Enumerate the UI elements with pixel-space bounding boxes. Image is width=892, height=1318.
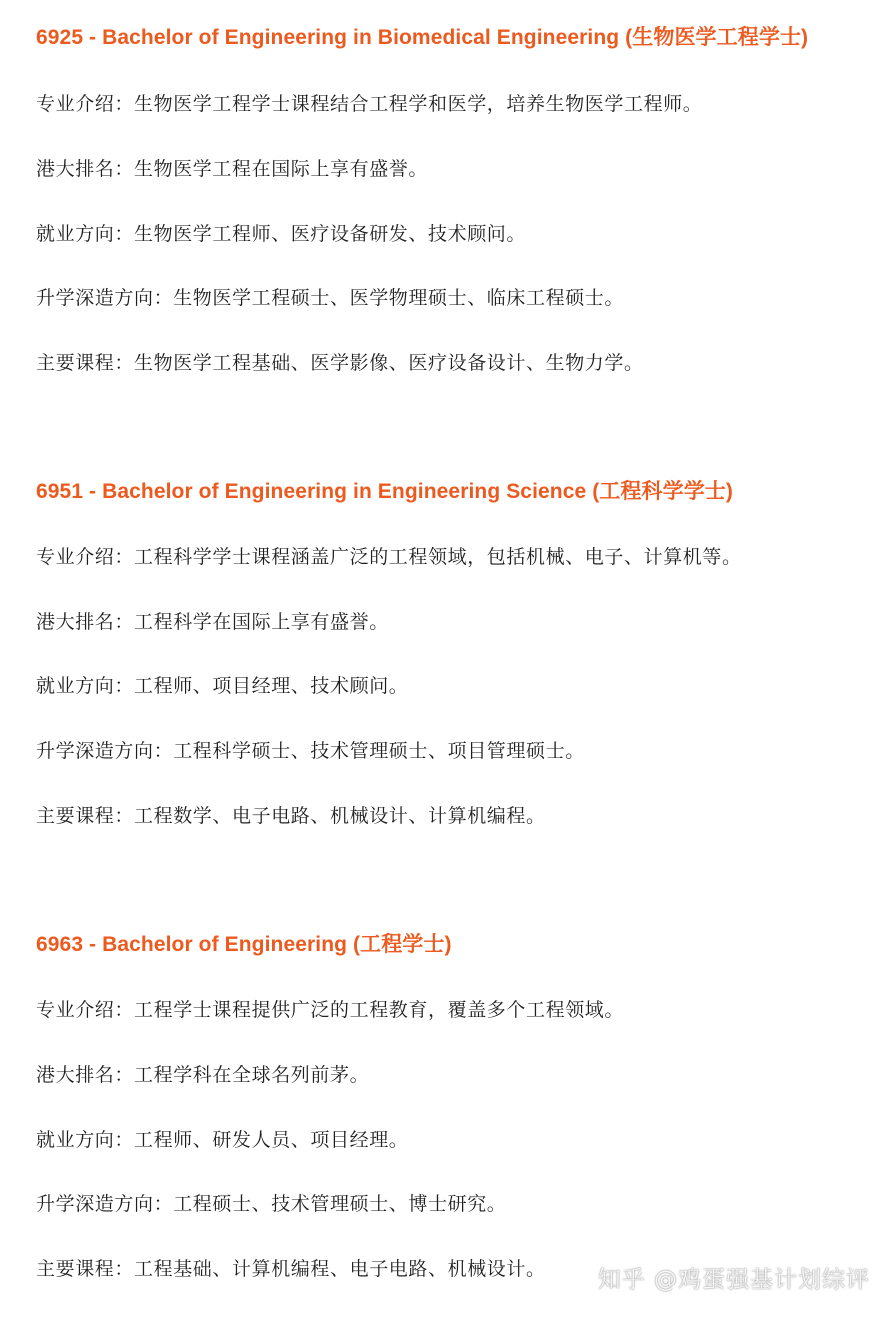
program-courses: 主要课程：工程数学、电子电路、机械设计、计算机编程。 [36,805,546,827]
program-ranking: 港大排名：生物医学工程在国际上享有盛誉。 [36,158,429,180]
program-courses: 主要课程：工程基础、计算机编程、电子电路、机械设计。 [36,1258,546,1280]
program-career: 就业方向：生物医学工程师、医疗设备研发、技术顾问。 [36,223,527,245]
program-further-study: 升学深造方向：生物医学工程硕士、医学物理硕士、临床工程硕士。 [36,287,625,309]
program-ranking: 港大排名：工程科学在国际上享有盛誉。 [36,611,389,633]
program-further-study: 升学深造方向：工程硕士、技术管理硕士、博士研究。 [36,1193,507,1215]
program-title: 6963 - Bachelor of Engineering (工程学士) [36,933,452,956]
program-title: 6925 - Bachelor of Engineering in Biomedical Engineering (生物医学工程学士) [36,26,809,49]
program-intro: 专业介绍：工程学士课程提供广泛的工程教育，覆盖多个工程领域。 [36,999,625,1021]
program-title: 6951 - Bachelor of Engineering in Engineering Science (工程科学学士) [36,480,733,503]
program-courses: 主要课程：生物医学工程基础、医学影像、医疗设备设计、生物力学。 [36,352,644,374]
program-further-study: 升学深造方向：工程科学硕士、技术管理硕士、项目管理硕士。 [36,740,585,762]
program-career: 就业方向：工程师、研发人员、项目经理。 [36,1129,409,1151]
program-ranking: 港大排名：工程学科在全球名列前茅。 [36,1064,370,1086]
zhihu-watermark: 知乎 @鸡蛋强基计划综评 [597,1267,870,1293]
program-career: 就业方向：工程师、项目经理、技术顾问。 [36,675,409,697]
program-intro: 专业介绍：生物医学工程学士课程结合工程学和医学，培养生物医学工程师。 [36,93,703,115]
program-intro: 专业介绍：工程科学学士课程涵盖广泛的工程领域，包括机械、电子、计算机等。 [36,546,742,568]
